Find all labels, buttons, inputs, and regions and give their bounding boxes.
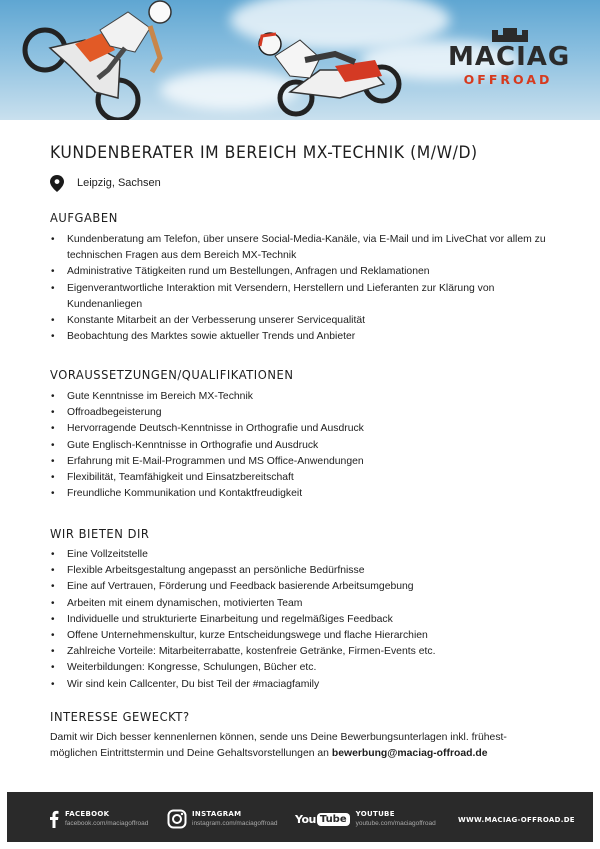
list-item: • Administrative Tätigkeiten rund um Bestellungen, Anfragen und Reklamationen — [50, 264, 550, 280]
youtube-url: youtube.com/maciagoffroad — [355, 820, 436, 827]
section-heading-interesse: INTERESSE GEWECKT? — [50, 709, 190, 724]
list-item: • Hervorragende Deutsch-Kenntnisse in Orthografie und Ausdruck — [50, 421, 550, 437]
list-item: • Beobachtung des Marktes sowie aktueller Trends und Anbieter — [50, 329, 550, 345]
section-heading-aufgaben: AUFGABEN — [50, 210, 118, 225]
footer-youtube-link[interactable] — [295, 808, 436, 830]
instagram-label: INSTAGRAM — [192, 810, 242, 818]
list-item: • Wir sind kein Callcenter, Du bist Teil der #maciagfamily — [50, 677, 550, 693]
aufgaben-list — [50, 232, 550, 345]
closing-text: Damit wir Dich besser kennenlernen können, sende uns Deine Bewerbungsunterlagen inkl. frühest-möglichen Eintrittstermin und Deine Gehaltsvorstellungen an — [50, 732, 507, 760]
list-item: • Offroadbegeisterung — [50, 405, 550, 421]
list-item: • Offene Unternehmenskultur, kurze Entscheidungswege und flache Hierarchien — [50, 628, 550, 644]
bieten-list — [50, 547, 550, 693]
list-item: • Erfahrung mit E-Mail-Programmen und MS Office-Anwendungen — [50, 454, 550, 470]
rider-left — [25, 1, 171, 120]
crown-icon — [492, 28, 528, 42]
footer-instagram-link[interactable] — [167, 808, 278, 830]
list-item: • Kundenberatung am Telefon, über unsere Social-Media-Kanäle, via E-Mail und im LiveChat vor allem zu technischen Fragen aus dem Bereich MX-Technik — [50, 232, 550, 264]
list-item: • Flexibilität, Teamfähigkeit und Einsatzbereitschaft — [50, 470, 550, 486]
list-item: • Zahlreiche Vorteile: Mitarbeiterrabatte, kostenfreie Getränke, Firmen-Events etc. — [50, 644, 550, 660]
youtube-logo-you: You — [295, 812, 316, 826]
facebook-url: facebook.com/maciagoffroad — [65, 820, 149, 827]
youtube-icon — [295, 813, 350, 826]
footer-bar — [7, 792, 593, 842]
youtube-label: YOUTUBE — [355, 810, 395, 818]
list-item: • Flexible Arbeitsgestaltung angepasst an persönliche Bedürfnisse — [50, 563, 550, 579]
list-item: • Konstante Mitarbeit an der Verbesserung unserer Servicequalität — [50, 313, 550, 329]
location-text: Leipzig, Sachsen — [77, 177, 161, 189]
list-item: • Eine auf Vertrauen, Förderung und Feedback basierende Arbeitsumgebung — [50, 579, 550, 595]
closing-paragraph — [50, 730, 550, 762]
youtube-logo-tube: Tube — [317, 813, 350, 826]
location-pin-icon — [50, 175, 64, 192]
list-item: • Gute Englisch-Kenntnisse in Orthografie und Ausdruck — [50, 438, 550, 454]
facebook-icon — [49, 810, 59, 828]
section-heading-voraussetzungen: VORAUSSETZUNGEN/QUALIFIKATIONEN — [50, 367, 294, 382]
list-item: • Eigenverantwortliche Interaktion mit Versendern, Herstellern und Lieferanten zur Klärung von Kundenanliegen — [50, 281, 550, 313]
facebook-label: FACEBOOK — [65, 810, 110, 818]
logo-sub-text: OFFROAD — [463, 72, 553, 87]
job-title: KUNDENBERATER IM BEREICH MX-TECHNIK (M/W/D) — [50, 143, 478, 163]
instagram-icon — [167, 809, 187, 829]
logo-brand-text: MACIAG — [448, 42, 571, 72]
rider-right — [259, 33, 399, 114]
list-item: • Eine Vollzeitstelle — [50, 547, 550, 563]
job-location — [50, 174, 161, 192]
list-item: • Freundliche Kommunikation und Kontaktfreudigkeit — [50, 486, 550, 502]
instagram-url: instagram.com/maciagoffroad — [192, 820, 278, 827]
footer-facebook-link[interactable] — [49, 808, 148, 830]
voraussetzungen-list — [50, 389, 550, 502]
application-email-link[interactable]: bewerbung@maciag-offroad.de — [331, 748, 488, 760]
section-heading-bieten: WIR BIETEN DIR — [50, 526, 150, 541]
footer-website-link[interactable]: WWW.MACIAG-OFFROAD.DE — [458, 816, 575, 824]
hero-banner — [0, 0, 600, 120]
list-item: • Weiterbildungen: Kongresse, Schulungen, Bücher etc. — [50, 660, 550, 676]
list-item: • Arbeiten mit einem dynamischen, motivierten Team — [50, 596, 550, 612]
list-item: • Gute Kenntnisse im Bereich MX-Technik — [50, 389, 550, 405]
maciag-offroad-logo[interactable] — [448, 28, 571, 92]
list-item: • Individuelle und strukturierte Einarbeitung und regelmäßiges Feedback — [50, 612, 550, 628]
